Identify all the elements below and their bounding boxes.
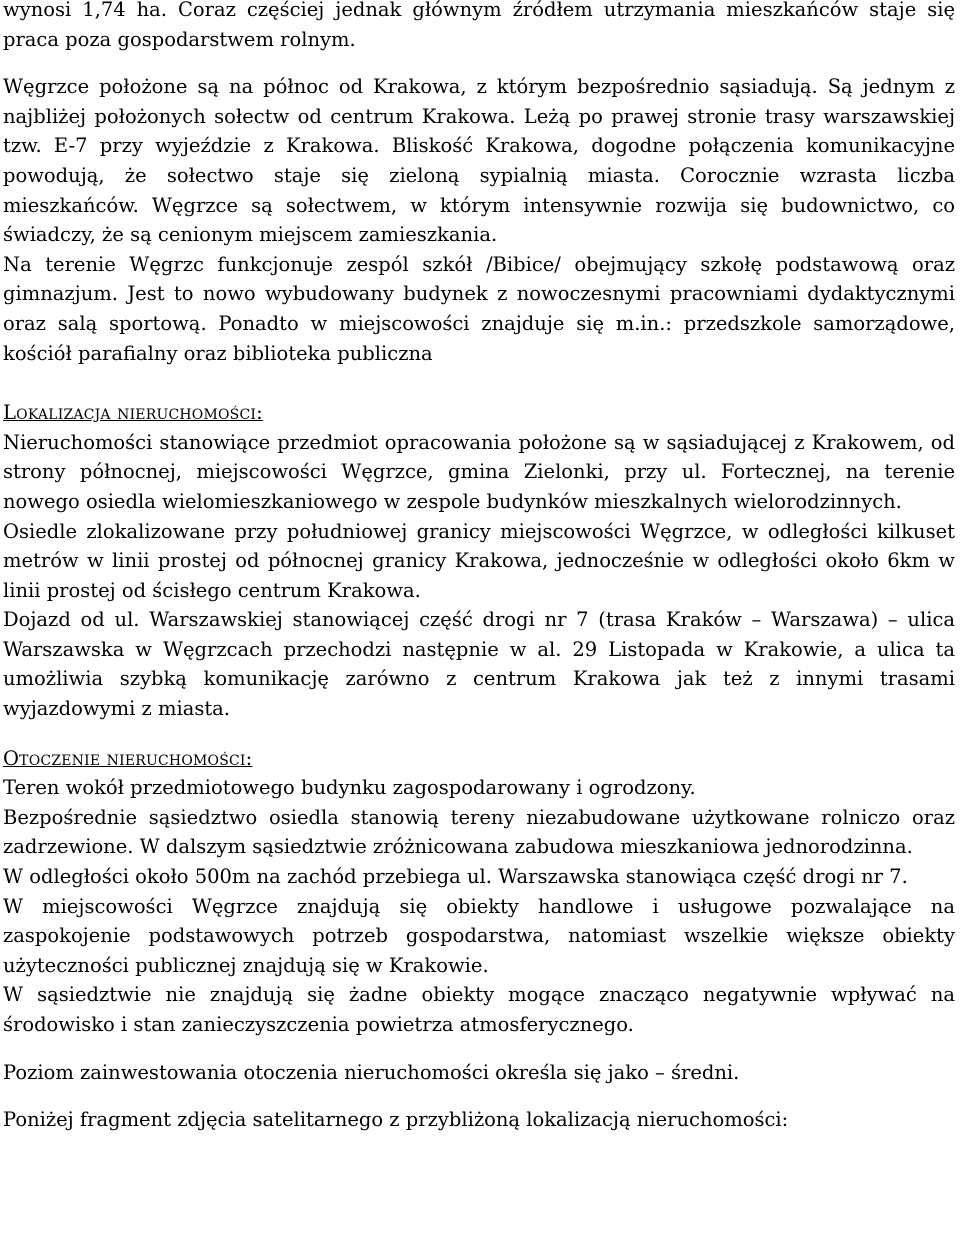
heading-otoczenie: Otoczenie nieruchomości: <box>3 746 253 770</box>
paragraph-otoczenie-3: W odległości około 500m na zachód przebiega ul. Warszawska stanowiąca część drogi nr 7. <box>3 865 908 889</box>
paragraph-satellite-caption: Poniżej fragment zdjęcia satelitarnego z przybliżoną lokalizacją nieruchomości: <box>3 1108 789 1132</box>
paragraph-otoczenie-1: Teren wokół przedmiotowego budynku zagospodarowany i ogrodzony. <box>3 776 696 800</box>
document-page <box>3 0 955 1135</box>
paragraph-lokalizacja-1: Nieruchomości stanowiące przedmiot opracowania położone są w sąsiadującej z Krakowem, od strony północnej, miejscowości Węgrzce, gmina Zielonki, przy ul. Fortecznej, na terenie nowego osiedla wielomieszkaniowego w zespole budynków mieszkalnych wielorodzinnych. <box>3 430 955 513</box>
paragraph-otoczenie-2: Bezpośrednie sąsiedztwo osiedla stanowią tereny niezabudowane użytkowane rolniczo oraz zadrzewione. W dalszym sąsiedztwie zróżnicowana zabudowa mieszkaniowa jednorodzinna. <box>3 805 955 859</box>
paragraph-schools: Na terenie Węgrzc funkcjonuje zespól szkół /Bibice/ obejmujący szkołę podstawową oraz gimnazjum. Jest to nowo wybudowany budynek z nowoczesnymi pracowniami dydaktycznymi oraz salą sportową. Ponadto w miejscowości znajduje się m.in.: przedszkole samorządowe, kościół parafialny oraz biblioteka publiczna <box>3 252 955 365</box>
heading-lokalizacja: Lokalizacja nieruchomości: <box>3 401 263 425</box>
paragraph-lokalizacja-3: Dojazd od ul. Warszawskiej stanowiącej część drogi nr 7 (trasa Kraków – Warszawa) – ulica Warszawska w Węgrzcach przechodzi następnie w al. 29 Listopada w Krakowie, a ulica ta umożliwia szybką komunikację zarówno z centrum Krakowa jak też z innymi trasami wyjazdowymi z miasta. <box>3 608 955 721</box>
paragraph-intro-end: wynosi 1,74 ha. Coraz częściej jednak głównym źródłem utrzymania mieszkańców staje się praca poza gospodarstwem rolnym. <box>3 0 955 51</box>
paragraph-otoczenie-4: W miejscowości Węgrzce znajdują się obiekty handlowe i usługowe pozwalające na zaspokojenie podstawowych potrzeb gospodarstwa, natomiast wszelkie większe obiekty użyteczności publicznej znajdują się w Krakowie. <box>3 894 955 977</box>
paragraph-wegrzce-description: Węgrzce położone są na północ od Krakowa, z którym bezpośrednio sąsiadują. Są jednym z najbliżej położonych sołectw od centrum Krakowa. Leżą po prawej stronie trasy warszawskiej tzw. E-7 przy wyjeździe z Krakowa. Bliskość Krakowa, dogodne połączenia komunikacyjne powodują, że sołectwo staje się zieloną sypialnią miasta. Corocznie wzrasta liczba mieszkańców. Węgrzce są sołectwem, w którym intensywnie rozwija się budownictwo, co świadczy, że są cenionym miejscem zamieszkania. <box>3 75 955 247</box>
paragraph-poziom-zainwestowania: Poziom zainwestowania otoczenia nieruchomości określa się jako – średni. <box>3 1060 740 1084</box>
paragraph-otoczenie-5: W sąsiedztwie nie znajdują się żadne obiekty mogące znacząco negatywnie wpływać na środowisko i stan zanieczyszczenia powietrza atmosferycznego. <box>3 983 955 1036</box>
paragraph-lokalizacja-2: Osiedle zlokalizowane przy południowej granicy miejscowości Węgrzce, w odległości kilkuset metrów w linii prostej od północnej granicy Krakowa, jednocześnie w odległości około 6km w linii prostej od ścisłego centrum Krakowa. <box>3 519 955 602</box>
